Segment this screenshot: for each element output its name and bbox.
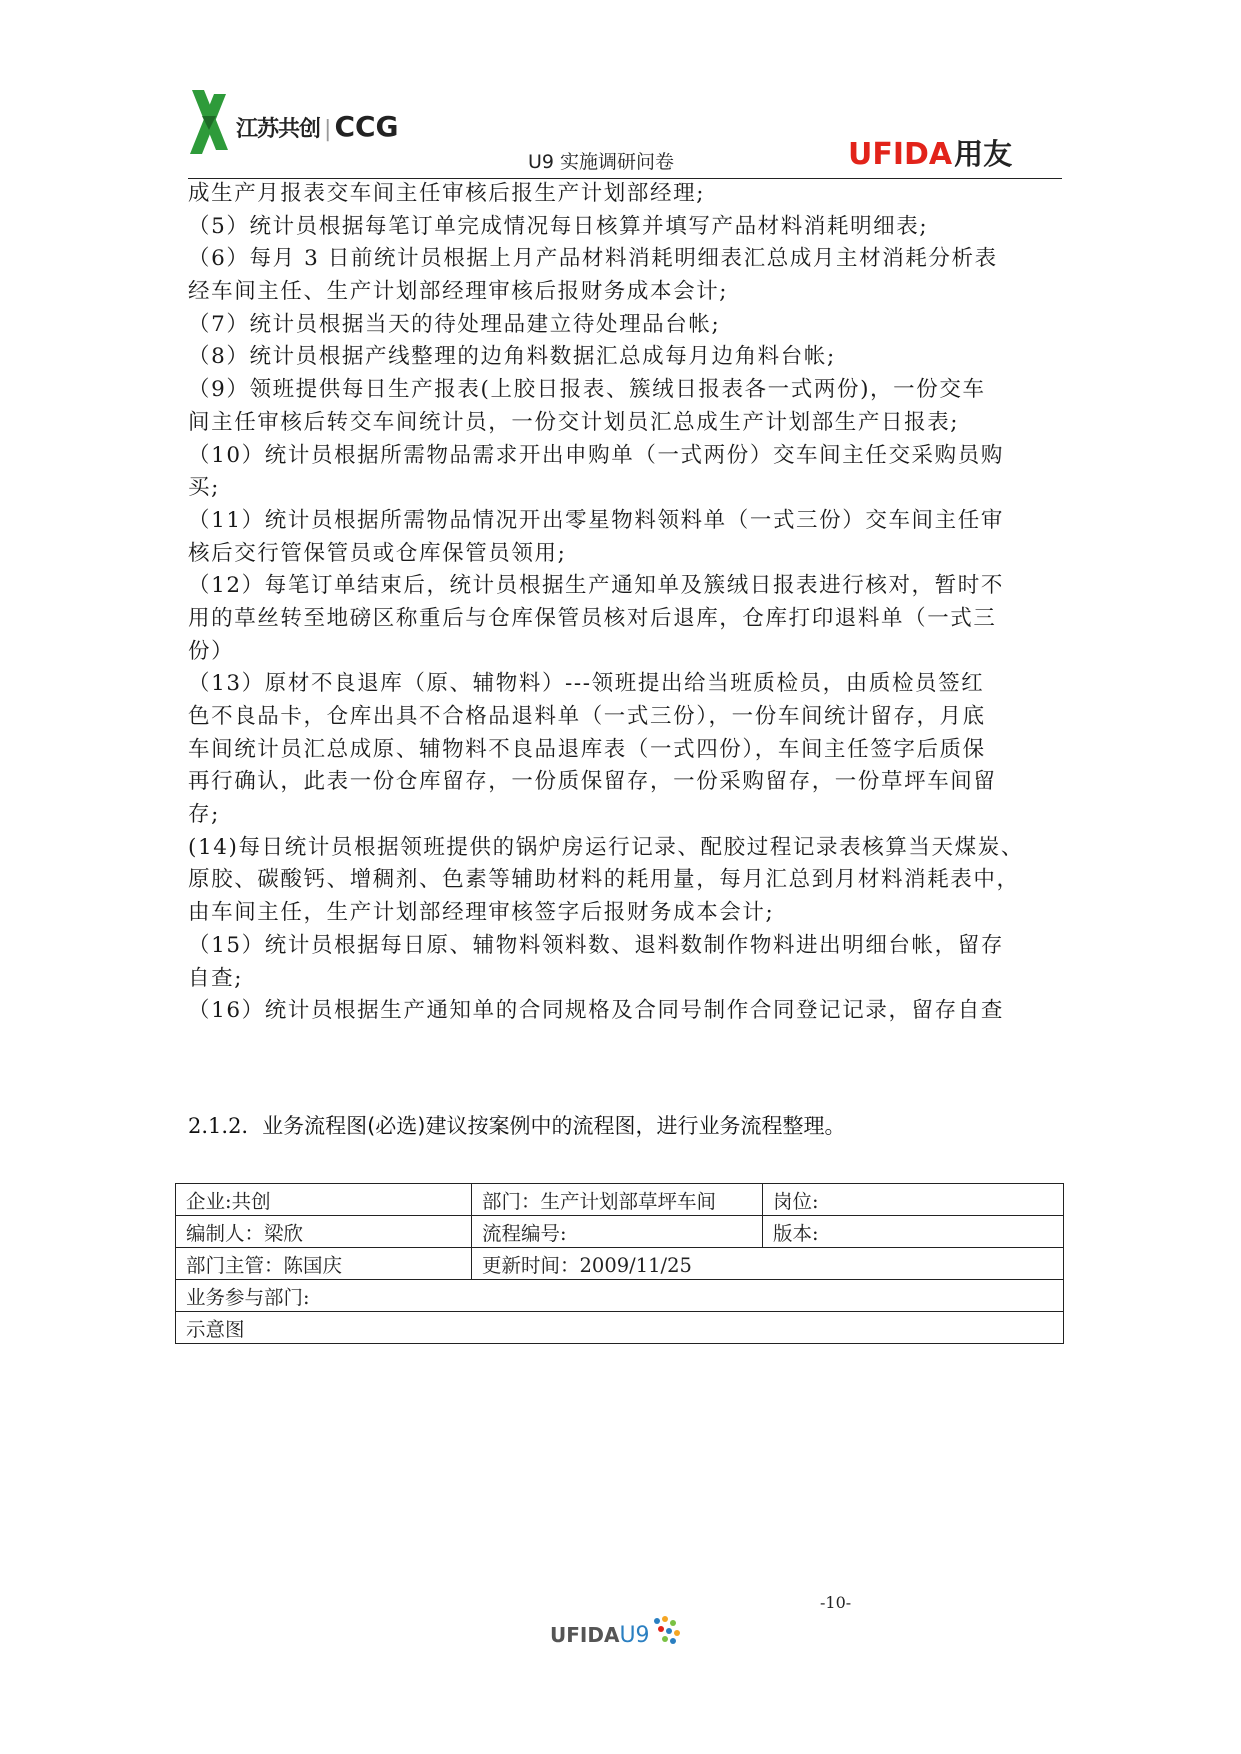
updated-time-cell: 更新时间：2009/11/25 [472,1248,1064,1280]
page-header [188,82,1062,179]
text-line: 由车间主任，生产计划部经理审核签字后报财务成本会计; [188,900,775,926]
text-line: 买; [188,475,220,501]
text-line: （9）领班提供每日生产报表(上胶日报表、簇绒日报表各一式两份)，一份交车 [188,377,986,403]
text-line: （11）统计员根据所需物品情况开出零星物料领料单（一式三份）交车间主任审 [188,507,1004,533]
footer-ufida-u9-logo [550,1616,682,1648]
text-line: 成生产月报表交车间主任审核后报生产计划部经理; [188,181,706,206]
body-text [188,178,1068,1028]
participants-cell: 业务参与部门: [176,1280,1064,1312]
ccg-logo-mark-icon [188,88,230,158]
ccg-company-name: 江苏共创 [236,117,321,142]
text-line: 份） [188,638,235,664]
footer-logo-text: UFIDA [550,1623,620,1647]
text-line: 核后交行管保管员或仓库保管员领用; [188,540,567,566]
table-row [176,1280,1064,1312]
text-line: （5）统计员根据每笔订单完成情况每日核算并填写产品材料消耗明细表; [188,213,929,239]
ccg-logo-text [236,110,399,143]
ccg-brand: CCG [334,110,399,143]
document-title: U9 实施调研问卷 [528,151,675,173]
ccg-logo [188,82,399,162]
text-line: 自查; [188,965,244,991]
text-line: （10）统计员根据所需物品需求开出申购单（一式两份）交车间主任交采购员购 [188,442,1004,468]
section-heading [188,1110,846,1140]
text-line: 色不良品卡，仓库出具不合格品退料单（一式三份），一份车间统计留存，月底 [188,704,986,729]
text-line: 存; [188,802,220,828]
text-line: 原胶、碳酸钙、增稠剂、色素等辅助材料的耗用量，每月汇总到月材料消耗表中， [188,867,1020,893]
table-row [176,1248,1064,1280]
text-line: （16）统计员根据生产通知单的合同规格及合同号制作合同登记记录，留存自查 [188,998,1004,1024]
table-row [176,1216,1064,1248]
editor-cell: 编制人：梁欣 [176,1216,472,1248]
ufida-logo-en: UFIDA [848,137,953,172]
ccg-separator: | [324,117,331,142]
table-row [176,1184,1064,1216]
text-line: 用的草丝转至地磅区称重后与仓库保管员核对后退库，仓库打印退料单（一式三 [188,605,997,631]
text-line: （7）统计员根据当天的待处理品建立待处理品台帐; [188,311,721,337]
text-line: 间主任审核后转交车间统计员，一份交计划员汇总成生产计划部生产日报表; [188,409,960,435]
text-line: （6）每月 3 日前统计员根据上月产品材料消耗明细表汇总成月主材消耗分析表 [188,246,998,272]
position-cell: 岗位: [763,1184,1064,1216]
section-title: 业务流程图(必选)建议按案例中的流程图，进行业务流程整理。 [262,1114,846,1138]
enterprise-cell: 企业:共创 [176,1184,472,1216]
text-line: 经车间主任、生产计划部经理审核后报财务成本会计; [188,279,729,305]
text-line: （12）每笔订单结束后，统计员根据生产通知单及簇绒日报表进行核对，暂时不 [188,573,1004,599]
u9-dots-icon [652,1616,682,1646]
section-number: 2.1.2. [188,1114,249,1138]
department-cell: 部门：生产计划部草坪车间 [472,1184,763,1216]
version-cell: 版本: [763,1216,1064,1248]
manager-cell: 部门主管：陈国庆 [176,1248,472,1280]
page-number: -10- [820,1593,852,1612]
footer-logo-suffix: U9 [619,1623,650,1648]
process-number-cell: 流程编号: [472,1216,763,1248]
text-line: (14)每日统计员根据领班提供的锅炉房运行记录、配胶过程记录表核算当天煤炭、 [188,834,1024,860]
text-line: （8）统计员根据产线整理的边角料数据汇总成每月边角料台帐; [188,344,836,370]
text-line: （15）统计员根据每日原、辅物料领料数、退料数制作物料进出明细台帐，留存 [188,932,1004,958]
table-row [176,1312,1064,1344]
ufida-logo-cn: 用友 [954,137,1013,171]
ufida-logo [848,132,1012,173]
process-info-table [175,1183,1064,1344]
diagram-cell: 示意图 [176,1312,1064,1344]
text-line: 再行确认，此表一份仓库留存，一份质保留存，一份采购留存，一份草坪车间留 [188,769,997,795]
text-line: 车间统计员汇总成原、辅物料不良品退库表（一式四份），车间主任签字后质保 [188,736,986,762]
text-line: （13）原材不良退库（原、辅物料）---领班提出给当班质检员，由质检员签红 [188,671,985,697]
